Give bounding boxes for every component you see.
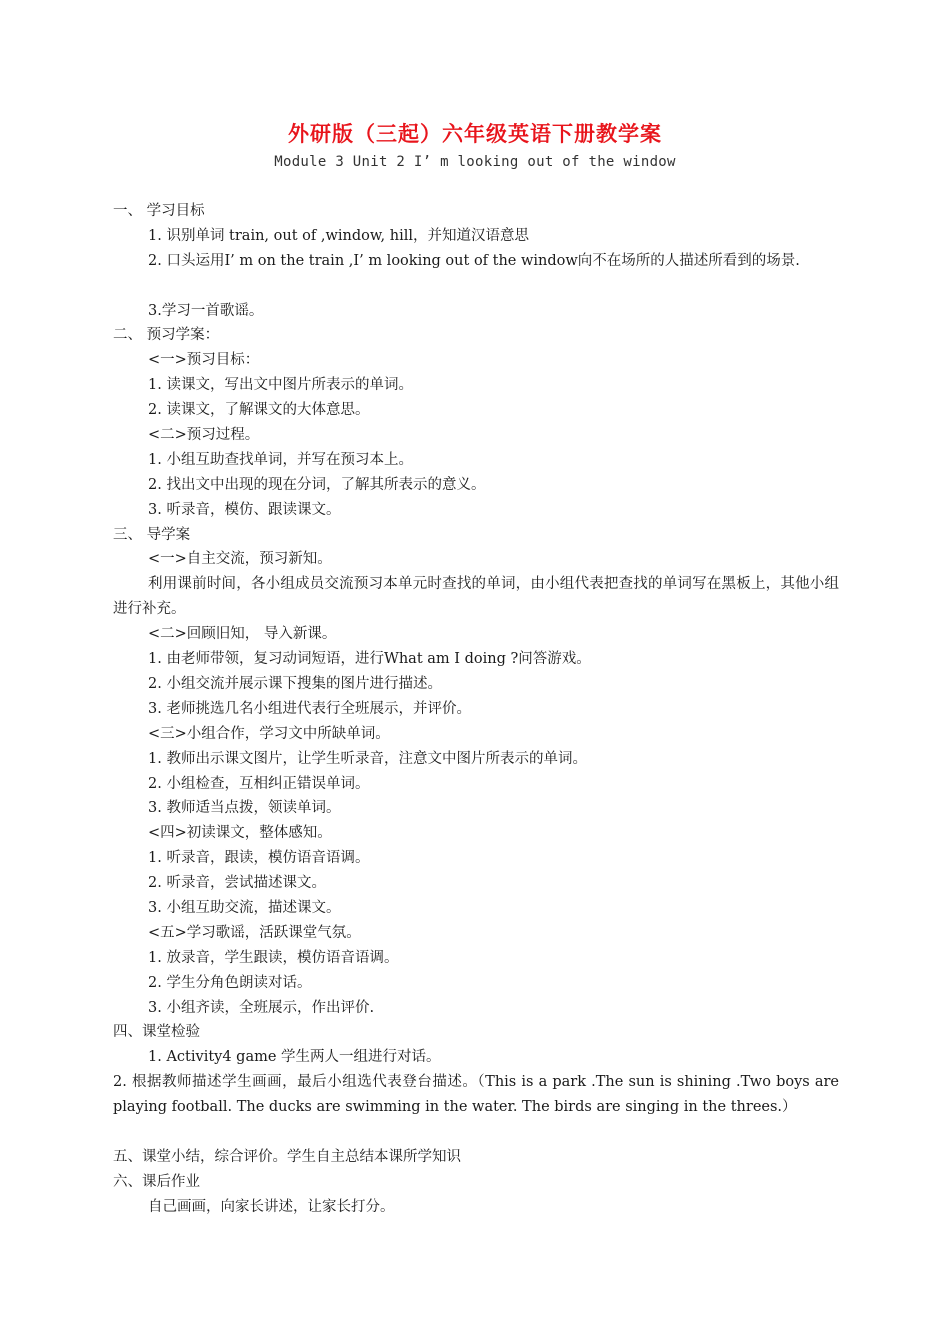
section-heading: 二、 预习学案： (113, 327, 220, 344)
paragraph: 利用课前时间，各小组成员交流预习本单元时查找的单词，由小组代表把查找的单词写在黑板上，其他小组进行补充。 (113, 576, 839, 618)
section-heading: 一、 学习目标 (113, 203, 205, 219)
list-item: 2. 小组交流并展示课下搜集的图片进行描述。 (148, 675, 442, 692)
list-item: 1. 听录音，跟读，模仿语音语调。 (148, 850, 370, 867)
list-item: 1. 放录音，学生跟读，模仿语音语调。 (148, 949, 399, 966)
list-item: 3. 小组齐读，全班展示，作出评价. (148, 999, 375, 1016)
section-heading: 五、课堂小结，综合评价。学生自主总结本课所学知识 (113, 1148, 461, 1165)
list-item: 3. 听录音，模仿、跟读课文。 (148, 501, 341, 518)
document-title: 外研版（三起）六年级英语下册教学案 (288, 121, 662, 146)
list-item: 1. 小组互助查找单词，并写在预习本上。 (148, 451, 413, 468)
list-item: 2. 听录音，尝试描述课文。 (148, 875, 326, 892)
subsection-heading: <五>学习歌谣，活跃课堂气氛。 (148, 924, 361, 941)
list-item: 1. 由老师带领，复习动词短语，进行What am I doing ?问答游戏。 (148, 651, 591, 668)
subsection-heading: <二>回顾旧知， 导入新课。 (148, 626, 337, 643)
subsection-heading: <三>小组合作，学习文中所缺单词。 (148, 725, 390, 742)
section-heading: 三、 导学案 (113, 526, 191, 543)
list-item: 3. 教师适当点拨，领读单词。 (148, 800, 341, 817)
list-item: 2. 读课文，了解课文的大体意思。 (148, 402, 370, 419)
list-item: 3. 老师挑选几名小组进代表行全班展示，并评价。 (148, 700, 471, 717)
subsection-heading: <一>自主交流，预习新知。 (148, 551, 332, 568)
list-item: 1. 读课文，写出文中图片所表示的单词。 (148, 377, 413, 394)
document-body (113, 199, 839, 1220)
list-item: 2. 小组检查，互相纠正错误单词。 (148, 775, 370, 792)
subsection-heading: <二>预习过程。 (148, 427, 260, 444)
list-item: 1. Activity4 game 学生两人一组进行对话。 (148, 1049, 441, 1066)
list-item: 3. 小组互助交流，描述课文。 (148, 899, 341, 916)
list-item: 1. 识别单词 train, out of ,window, hill，并知道汉语意思 (148, 227, 530, 244)
document-subtitle: Module 3 Unit 2 I’ m looking out of the window (274, 154, 676, 170)
list-item: 2. 学生分角色朗读对话。 (148, 974, 312, 991)
section-heading: 四、课堂检验 (113, 1024, 200, 1041)
list-item: 2. 找出文中出现的现在分词，了解其所表示的意义。 (148, 476, 486, 493)
list-item: 1. 教师出示课文图片，让学生听录音，注意文中图片所表示的单词。 (148, 750, 587, 767)
subsection-heading: <四>初读课文，整体感知。 (148, 825, 332, 842)
subsection-heading: <一>预习目标： (148, 352, 260, 369)
section-heading: 六、课后作业 (113, 1173, 200, 1190)
list-item: 3.学习一首歌谣。 (148, 302, 264, 319)
list-item: 2. 口头运用I’ m on the train ,I’ m looking out of the window向不在场所的人描述所看到的场景. (148, 252, 800, 269)
list-item: 2. 根据教师描述学生画画，最后小组选代表登台描述。（This is a park .The sun is shining .Two boys are playing football. The ducks are swimming in the water. The birds are singing in the threes.） (113, 1074, 839, 1116)
paragraph: 自己画画，向家长讲述，让家长打分。 (148, 1198, 395, 1215)
